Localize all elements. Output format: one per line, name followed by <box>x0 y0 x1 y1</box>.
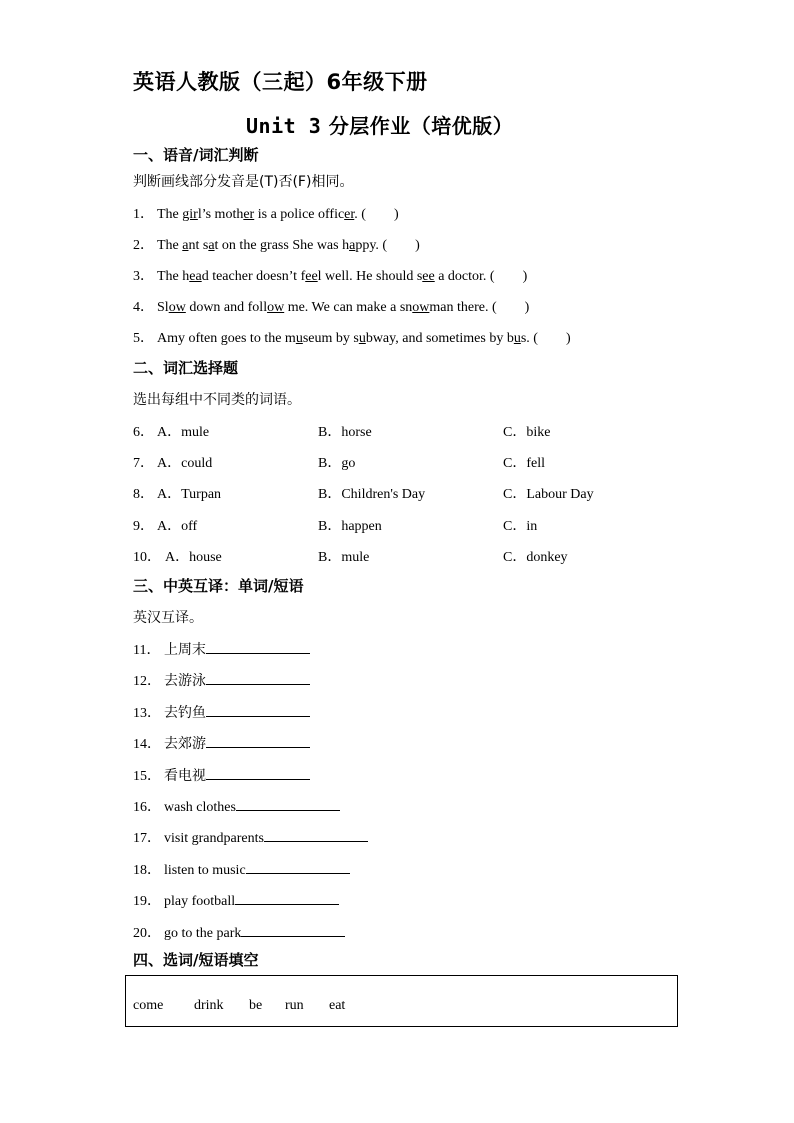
word-bank-box <box>125 975 678 1027</box>
word-bank-item: be <box>249 998 263 1013</box>
item-number: 11． <box>133 643 161 658</box>
option-number: 7． <box>133 456 154 471</box>
question-row <box>133 203 399 223</box>
translation-item <box>133 733 310 753</box>
underlined-sound: er <box>344 207 355 222</box>
option-b[interactable]: B．mule <box>318 550 370 565</box>
question-text: man there. ( ) <box>429 300 530 315</box>
option-a[interactable]: A．Turpan <box>157 487 222 502</box>
item-prompt: 看电视 <box>164 768 206 784</box>
answer-blank[interactable] <box>236 796 340 811</box>
item-number: 12． <box>133 674 161 689</box>
translation-item <box>133 765 310 785</box>
underlined-sound: ow <box>412 300 430 315</box>
translation-item <box>133 796 340 816</box>
worksheet-title: 英语人教版（三起）6年级下册 <box>133 70 428 94</box>
section3-instruction: 英汉互译。 <box>133 610 203 626</box>
underlined-sound: a <box>182 238 189 253</box>
question-text: The h <box>157 269 190 284</box>
item-number: 14． <box>133 737 161 752</box>
item-prompt: 去游泳 <box>164 673 206 689</box>
underlined-sound: gir <box>182 207 198 222</box>
question-text: ppy. ( ) <box>355 238 420 253</box>
underlined-sound: ee <box>305 269 318 284</box>
option-number: 8． <box>133 487 154 502</box>
translation-item <box>133 922 345 942</box>
answer-blank[interactable] <box>235 890 339 905</box>
option-a[interactable]: A．could <box>157 456 213 471</box>
question-number: 1． <box>133 207 154 222</box>
question-text: me. We can make a sn <box>284 300 413 315</box>
item-prompt: visit grandparents <box>164 831 264 846</box>
translation-item <box>133 827 368 847</box>
option-number: 9． <box>133 519 154 534</box>
answer-blank[interactable] <box>206 639 310 654</box>
option-number: 6． <box>133 425 154 440</box>
question-text: a doctor. ( ) <box>434 269 528 284</box>
translation-item <box>133 670 310 690</box>
question-text: nt s <box>188 238 209 253</box>
translation-item <box>133 639 310 659</box>
item-number: 15． <box>133 769 161 784</box>
question-text: The <box>157 238 183 253</box>
item-prompt: wash clothes <box>164 800 236 815</box>
word-bank-item: eat <box>329 998 346 1013</box>
option-c[interactable]: C．Labour Day <box>503 487 594 502</box>
item-prompt: listen to music <box>164 863 246 878</box>
word-bank-item: come <box>133 998 164 1013</box>
item-number: 16． <box>133 800 161 815</box>
question-text: The <box>157 207 183 222</box>
translation-item <box>133 890 339 910</box>
section3-heading: 三、中英互译：单词/短语 <box>133 577 304 595</box>
option-a[interactable]: A．off <box>157 519 198 534</box>
section2-instruction: 选出每组中不同类的词语。 <box>133 392 301 408</box>
question-text: down and foll <box>185 300 268 315</box>
item-number: 18． <box>133 863 161 878</box>
item-number: 20． <box>133 926 161 941</box>
question-text: is a police offic <box>254 207 345 222</box>
underlined-sound: u <box>295 331 303 346</box>
item-number: 19． <box>133 894 161 909</box>
underlined-sound: ow <box>267 300 285 315</box>
question-number: 4． <box>133 300 154 315</box>
question-text: s. ( ) <box>520 331 571 346</box>
answer-blank[interactable] <box>206 670 310 685</box>
question-row <box>133 327 571 347</box>
item-prompt: 去郊游 <box>164 736 206 752</box>
section1-heading: 一、语音/词汇判断 <box>133 146 259 164</box>
answer-blank[interactable] <box>246 859 350 874</box>
translation-item <box>133 859 350 879</box>
item-prompt: play football <box>164 894 236 909</box>
option-b[interactable]: B．Children's Day <box>318 487 426 502</box>
item-number: 13． <box>133 706 161 721</box>
underlined-sound: a <box>208 238 215 253</box>
question-text: l well. He should s <box>317 269 423 284</box>
section2-heading: 二、词汇选择题 <box>133 359 239 377</box>
underlined-sound: er <box>243 207 255 222</box>
question-text: Sl <box>157 300 169 315</box>
question-text: d teacher doesn’t f <box>201 269 306 284</box>
section1-instruction: 判断画线部分发音是(T)否(F)相同。 <box>133 174 354 190</box>
option-b[interactable]: B．go <box>318 456 356 471</box>
option-b[interactable]: B．happen <box>318 519 382 534</box>
question-number: 2． <box>133 238 154 253</box>
word-bank-item: drink <box>194 998 224 1013</box>
question-text: l’s moth <box>197 207 244 222</box>
question-text: seum by s <box>302 331 359 346</box>
option-c[interactable]: C．donkey <box>503 550 568 565</box>
unit-label: Unit 3 <box>246 114 322 138</box>
question-number: 3． <box>133 269 154 284</box>
item-prompt: go to the park <box>164 926 242 941</box>
question-row <box>133 234 420 254</box>
subtitle-rest: 分层作业（培优版） <box>328 114 514 138</box>
question-row <box>133 265 527 285</box>
item-prompt: 去钓鱼 <box>164 705 206 721</box>
section4-heading: 四、选词/短语填空 <box>133 951 259 969</box>
answer-blank[interactable] <box>241 922 345 937</box>
underlined-sound: u <box>513 331 521 346</box>
underlined-sound: ee <box>422 269 435 284</box>
option-b[interactable]: B．horse <box>318 425 372 440</box>
word-bank-item: run <box>285 998 304 1013</box>
question-number: 5． <box>133 331 154 346</box>
question-text: Amy often goes to the m <box>157 331 296 346</box>
option-a[interactable]: A．mule <box>157 425 210 440</box>
question-text: . ( ) <box>354 207 399 222</box>
answer-blank[interactable] <box>206 702 310 717</box>
underlined-sound: ea <box>189 269 202 284</box>
underlined-sound: u <box>358 331 366 346</box>
underlined-sound: ow <box>168 300 186 315</box>
option-number: 10． <box>133 550 161 565</box>
question-text: bway, and sometimes by b <box>365 331 514 346</box>
answer-blank[interactable] <box>264 827 368 842</box>
option-c[interactable]: C．bike <box>503 425 551 440</box>
option-c[interactable]: C．in <box>503 519 538 534</box>
underlined-sound: a <box>349 238 356 253</box>
answer-blank[interactable] <box>206 733 310 748</box>
option-c[interactable]: C．fell <box>503 456 545 471</box>
item-prompt: 上周末 <box>164 642 206 658</box>
question-text: t on the grass She was h <box>214 238 350 253</box>
question-row <box>133 296 529 316</box>
answer-blank[interactable] <box>206 765 310 780</box>
option-a[interactable]: A．house <box>165 550 222 565</box>
translation-item <box>133 702 310 722</box>
item-number: 17． <box>133 831 161 846</box>
worksheet-subtitle <box>246 110 513 139</box>
